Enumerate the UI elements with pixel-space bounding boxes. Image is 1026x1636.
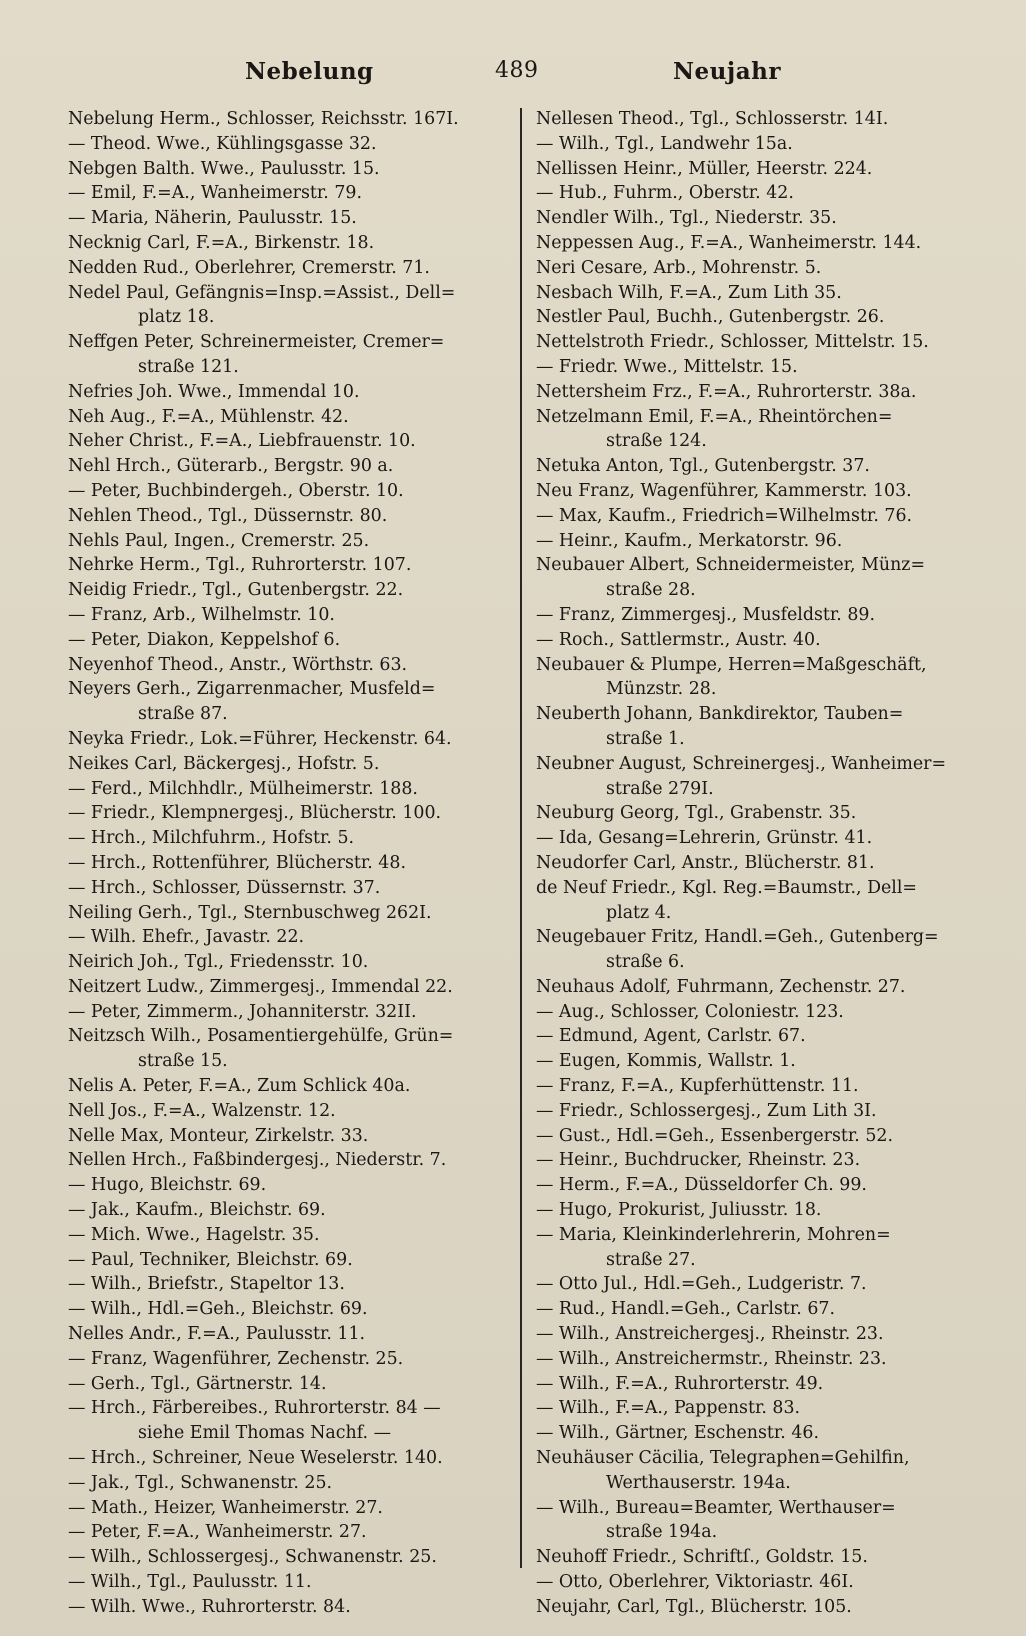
directory-entry: — Friedr. Wwe., Mittelstr. 15. xyxy=(536,356,798,377)
directory-entry: Nehls Paul, Ingen., Cremerstr. 25. xyxy=(68,530,370,551)
directory-entry: — Wilh., Gärtner, Eschenstr. 46. xyxy=(536,1423,819,1444)
directory-entry: Neidig Friedr., Tgl., Gutenbergstr. 22. xyxy=(68,580,404,601)
directory-entry: — Edmund, Agent, Carlstr. 67. xyxy=(536,1026,806,1047)
directory-entry: — Hrch., Schreiner, Neue Weselerstr. 140. xyxy=(68,1448,443,1469)
directory-entry: — Maria, Kleinkinderlehrerin, Mohren= xyxy=(536,1224,891,1245)
directory-entry: — Peter, F.=A., Wanheimerstr. 27. xyxy=(68,1522,367,1543)
directory-entry: Neri Cesare, Arb., Mohrenstr. 5. xyxy=(536,257,822,278)
directory-entry: — Wilh., Anstreichermstr., Rheinstr. 23. xyxy=(536,1348,887,1369)
directory-entry: Nehrke Herm., Tgl., Ruhrorterstr. 107. xyxy=(68,555,412,576)
directory-entry: Netzelmann Emil, F.=A., Rheintörchen= xyxy=(536,406,893,427)
directory-entry: Neyka Friedr., Lok.=Führer, Heckenstr. 64. xyxy=(68,728,452,749)
directory-entry: straße 27. xyxy=(606,1249,696,1270)
directory-entry: — Franz, F.=A., Kupferhüttenstr. 11. xyxy=(536,1076,859,1097)
directory-entry: — Peter, Buchbindergeh., Oberstr. 10. xyxy=(68,480,404,501)
directory-entry: — Franz, Zimmergesj., Musfeldstr. 89. xyxy=(536,604,876,625)
directory-entry: de Neuf Friedr., Kgl. Reg.=Baumstr., Dell= xyxy=(536,877,918,898)
directory-entry: Neubauer & Plumpe, Herren=Maßgeschäft, xyxy=(536,654,927,675)
directory-entry: — Jak., Kaufm., Bleichstr. 69. xyxy=(68,1200,326,1221)
directory-entry: — Mich. Wwe., Hagelstr. 35. xyxy=(68,1224,320,1245)
directory-entry: Nehl Hrch., Güterarb., Bergstr. 90 a. xyxy=(68,456,394,477)
directory-entry: — Jak., Tgl., Schwanenstr. 25. xyxy=(68,1472,333,1493)
directory-entry: — Herm., F.=A., Düsseldorfer Ch. 99. xyxy=(536,1175,867,1196)
directory-entry: — Math., Heizer, Wanheimerstr. 27. xyxy=(68,1497,383,1518)
directory-entry: Nedden Rud., Oberlehrer, Cremerstr. 71. xyxy=(68,257,430,278)
directory-entry: Nefries Joh. Wwe., Immendal 10. xyxy=(68,381,360,402)
directory-entry: Neuhoff Friedr., Schriftſ., Goldstr. 15. xyxy=(536,1547,868,1568)
directory-entry: — Hrch., Rottenführer, Blücherstr. 48. xyxy=(68,852,406,873)
directory-entry: Nelis A. Peter, F.=A., Zum Schlick 40a. xyxy=(68,1076,411,1097)
directory-entry: Neikes Carl, Bäckergesj., Hofstr. 5. xyxy=(68,753,380,774)
directory-entry: Nettelstroth Friedr., Schlosser, Mittelstr. 15. xyxy=(536,332,929,353)
directory-entry: Neudorfer Carl, Anstr., Blücherstr. 81. xyxy=(536,852,875,873)
directory-entry: Münzstr. 28. xyxy=(606,679,717,700)
right-column xyxy=(536,107,976,1620)
directory-entry: — Wilh., Bureau=Beamter, Werthauser= xyxy=(536,1497,896,1518)
directory-entry: — Wilh., Briefstr., Stapeltor 13. xyxy=(68,1274,345,1295)
directory-entry: Nendler Wilh., Tgl., Niederstr. 35. xyxy=(536,208,837,229)
directory-entry: — Max, Kaufm., Friedrich=Wilhelmstr. 76. xyxy=(536,505,913,526)
directory-entry: — Roch., Sattlermstr., Austr. 40. xyxy=(536,629,821,650)
directory-entry: — Heinr., Kaufm., Merkatorstr. 96. xyxy=(536,530,843,551)
directory-entry: Nellissen Heinr., Müller, Heerstr. 224. xyxy=(536,158,873,179)
directory-entry: Neubner August, Schreinergesj., Wanheimer= xyxy=(536,753,947,774)
directory-entry: Neuberth Johann, Bankdirektor, Tauben= xyxy=(536,704,904,725)
directory-entry: Nehlen Theod., Tgl., Düssernstr. 80. xyxy=(68,505,388,526)
directory-entry: — Ida, Gesang=Lehrerin, Grünstr. 41. xyxy=(536,828,873,849)
directory-entry: — Wilh. Ehefr., Javastr. 22. xyxy=(68,927,305,948)
directory-entry: straße 87. xyxy=(138,704,228,725)
directory-entry: Neppessen Aug., F.=A., Wanheimerstr. 144. xyxy=(536,232,922,253)
directory-entry: — Gerh., Tgl., Gärtnerstr. 14. xyxy=(68,1373,327,1394)
left-column xyxy=(68,107,508,1620)
directory-entry: Neyenhof Theod., Anstr., Wörthstr. 63. xyxy=(68,654,408,675)
directory-entry: straße 28. xyxy=(606,580,696,601)
directory-entry: Netuka Anton, Tgl., Gutenbergstr. 37. xyxy=(536,456,870,477)
directory-entry: Nebelung Herm., Schlosser, Reichsstr. 167I. xyxy=(68,109,459,129)
directory-entry: Neher Christ., F.=A., Liebfrauenstr. 10. xyxy=(68,431,416,452)
directory-entry: Neirich Joh., Tgl., Friedensstr. 10. xyxy=(68,952,369,973)
directory-entry: — Peter, Diakon, Keppelshof 6. xyxy=(68,629,341,650)
directory-entry: Neujahr, Carl, Tgl., Blücherstr. 105. xyxy=(536,1596,852,1617)
directory-entry: straße 124. xyxy=(606,431,707,452)
directory-entry: — Otto Jul., Hdl.=Geh., Ludgeristr. 7. xyxy=(536,1274,867,1295)
directory-entry: straße 1. xyxy=(606,728,685,749)
directory-entry: Nellesen Theod., Tgl., Schlosserstr. 14I. xyxy=(536,109,889,129)
directory-entry: Neugebauer Fritz, Handl.=Geh., Gutenberg= xyxy=(536,927,939,948)
directory-entry: Nebgen Balth. Wwe., Paulusstr. 15. xyxy=(68,158,380,179)
header-last-name: Neujahr xyxy=(673,58,781,85)
directory-entry: straße 6. xyxy=(606,952,685,973)
directory-entry: — Wilh. Wwe., Ruhrorterstr. 84. xyxy=(68,1596,351,1617)
directory-entry: straße 279I. xyxy=(606,778,714,799)
page-header xyxy=(0,58,1026,98)
directory-entry: Neiling Gerh., Tgl., Sternbuschweg 262I. xyxy=(68,902,432,923)
directory-entry: Nedel Paul, Gefängnis=Insp.=Assist., Dell= xyxy=(68,282,456,303)
directory-entry: — Hugo, Bleichstr. 69. xyxy=(68,1175,267,1196)
directory-entry: — Wilh., F.=A., Ruhrorterstr. 49. xyxy=(536,1373,824,1394)
directory-entry: — Paul, Techniker, Bleichstr. 69. xyxy=(68,1249,353,1270)
directory-entry: Neyers Gerh., Zigarrenmacher, Musfeld= xyxy=(68,679,436,700)
directory-entry: Neffgen Peter, Schreinermeister, Cremer= xyxy=(68,332,445,353)
directory-entry: Neuhaus Adolf, Fuhrmann, Zechenstr. 27. xyxy=(536,976,906,997)
directory-entry: platz 4. xyxy=(606,902,672,923)
directory-entry: — Friedr., Klempnergesj., Blücherstr. 100. xyxy=(68,803,442,824)
directory-entry: — Eugen, Kommis, Wallstr. 1. xyxy=(536,1051,796,1072)
directory-entry: — Wilh., F.=A., Pappenstr. 83. xyxy=(536,1398,801,1419)
directory-entry: — Theod. Wwe., Kühlingsgasse 32. xyxy=(68,133,377,154)
page-number: 489 xyxy=(495,58,539,83)
directory-entry: — Hrch., Färbereibes., Ruhrorterstr. 84 — xyxy=(68,1398,441,1419)
directory-entry: Neuhäuser Cäcilia, Telegraphen=Gehilfin, xyxy=(536,1448,910,1469)
directory-entry: — Gust., Hdl.=Geh., Essenbergerstr. 52. xyxy=(536,1125,893,1146)
directory-entry: — Wilh., Anstreichergesj., Rheinstr. 23. xyxy=(536,1324,884,1345)
directory-entry: Nesbach Wilh, F.=A., Zum Lith 35. xyxy=(536,282,842,303)
directory-entry: siehe Emil Thomas Nachf. — xyxy=(138,1423,392,1444)
directory-entry: straße 15. xyxy=(138,1051,228,1072)
directory-entry: — Heinr., Buchdrucker, Rheinstr. 23. xyxy=(536,1150,861,1171)
directory-entry: — Peter, Zimmerm., Johanniterstr. 32II. xyxy=(68,1001,417,1022)
directory-entry: Nelle Max, Monteur, Zirkelstr. 33. xyxy=(68,1125,369,1146)
directory-entry: Nellen Hrch., Faßbindergesj., Niederstr. 7. xyxy=(68,1150,447,1171)
directory-entry: — Hrch., Schlosser, Düssernstr. 37. xyxy=(68,877,381,898)
directory-entry: Neu Franz, Wagenführer, Kammerstr. 103. xyxy=(536,480,912,501)
directory-entry: — Emil, F.=A., Wanheimerstr. 79. xyxy=(68,183,362,204)
directory-entry: Neitzsch Wilh., Posamentiergehülfe, Grün= xyxy=(68,1026,454,1047)
directory-entry: — Maria, Näherin, Paulusstr. 15. xyxy=(68,208,357,229)
directory-entry: — Franz, Wagenführer, Zechenstr. 25. xyxy=(68,1348,404,1369)
directory-entry: — Franz, Arb., Wilhelmstr. 10. xyxy=(68,604,335,625)
directory-entry: — Wilh., Hdl.=Geh., Bleichstr. 69. xyxy=(68,1299,368,1320)
directory-entry: — Wilh., Tgl., Paulusstr. 11. xyxy=(68,1572,312,1593)
directory-entry: straße 121. xyxy=(138,356,239,377)
directory-entry: Nelles Andr., F.=A., Paulusstr. 11. xyxy=(68,1324,366,1345)
directory-entry: — Friedr., Schlossergesj., Zum Lith 3I. xyxy=(536,1100,877,1121)
directory-entry: Werthauserstr. 194a. xyxy=(606,1472,791,1493)
directory-entry: straße 194a. xyxy=(606,1522,718,1543)
directory-entry: Neitzert Ludw., Zimmergesj., Immendal 22. xyxy=(68,976,453,997)
directory-entry: Nettersheim Frz., F.=A., Ruhrorterstr. 38a. xyxy=(536,381,917,402)
directory-entry: — Hub., Fuhrm., Oberstr. 42. xyxy=(536,183,794,204)
directory-entry: Neuburg Georg, Tgl., Grabenstr. 35. xyxy=(536,803,857,824)
directory-entry: Neh Aug., F.=A., Mühlenstr. 42. xyxy=(68,406,349,427)
directory-entry: — Hugo, Prokurist, Juliusstr. 18. xyxy=(536,1200,822,1221)
header-first-name: Nebelung xyxy=(245,58,374,85)
directory-entry: — Wilh., Tgl., Landwehr 15a. xyxy=(536,133,793,154)
directory-entry: platz 18. xyxy=(138,307,215,328)
directory-entry: — Wilh., Schlossergesj., Schwanenstr. 25. xyxy=(68,1547,437,1568)
directory-entry: Necknig Carl, F.=A., Birkenstr. 18. xyxy=(68,232,375,253)
directory-entry: Neubauer Albert, Schneidermeister, Münz= xyxy=(536,555,926,576)
directory-entry: — Otto, Oberlehrer, Viktoriastr. 46I. xyxy=(536,1572,854,1593)
directory-entry: — Aug., Schlosser, Coloniestr. 123. xyxy=(536,1001,844,1022)
directory-entry: — Rud., Handl.=Geh., Carlstr. 67. xyxy=(536,1299,836,1320)
directory-entry: — Hrch., Milchfuhrm., Hofstr. 5. xyxy=(68,828,355,849)
column-divider xyxy=(520,108,522,1568)
directory-entry: Nell Jos., F.=A., Walzenstr. 12. xyxy=(68,1100,336,1121)
directory-entry: Nestler Paul, Buchh., Gutenbergstr. 26. xyxy=(536,307,885,328)
directory-entry: — Ferd., Milchhdlr., Mülheimerstr. 188. xyxy=(68,778,418,799)
